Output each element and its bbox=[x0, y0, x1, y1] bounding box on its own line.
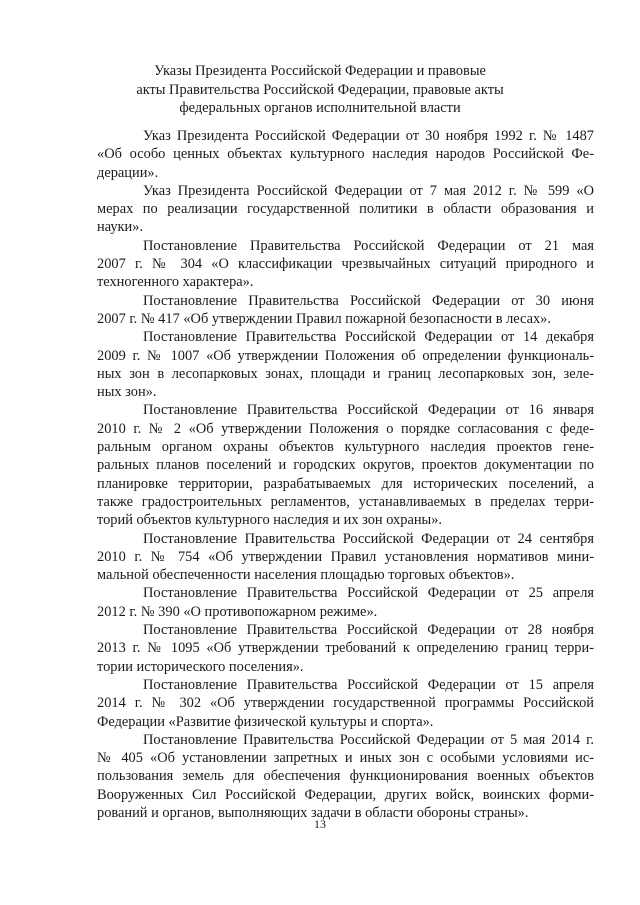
legal-act-paragraph bbox=[97, 182, 594, 237]
legal-act-paragraph bbox=[97, 676, 594, 731]
paragraph-line: дерации». bbox=[97, 164, 159, 181]
paragraph-line: Постановление Правительства Российской Федерации от 24 сентября bbox=[143, 530, 594, 547]
paragraph-line: Федерации «Развитие физической культуры и спорта». bbox=[97, 713, 434, 730]
paragraph-line: 2013 г. № 1095 «Об утверждении требований к определению границ терри- bbox=[97, 640, 594, 657]
paragraph-line: 2010 г. № 2 «Об утверждении Положения о порядке согласования с феде- bbox=[97, 420, 594, 437]
paragraph-line: «Об особо ценных объектах культурного наследия народов Российской Фе- bbox=[97, 146, 594, 163]
legal-act-paragraph bbox=[97, 731, 594, 822]
paragraph-line: также градостроительных регламентов, устанавливаемых в пределах терри- bbox=[97, 493, 594, 510]
paragraph-line: пользования земель для обеспечения функционирования военных объектов bbox=[97, 768, 594, 785]
paragraph-line: Постановление Правительства Российской Федерации от 28 ноября bbox=[143, 622, 594, 639]
paragraph-line: Указ Президента Российской Федерации от 30 ноября 1992 г. № 1487 bbox=[143, 128, 594, 144]
legal-act-paragraph bbox=[97, 127, 594, 182]
paragraph-line: ральных планов поселений и городских округов, проектов документации по bbox=[97, 457, 594, 474]
paragraph-line: ных зон». bbox=[97, 384, 157, 401]
paragraph-line: 2007 г. № 417 «Об утверждении Правил пожарной безопасности в лесах». bbox=[97, 310, 551, 327]
paragraph-line: 2007 г. № 304 «О классификации чрезвычайных ситуаций природного и bbox=[97, 256, 594, 273]
paragraph-line: тории исторического поселения». bbox=[97, 658, 304, 675]
paragraph-line: ральным органом охраны объектов культурного наследия проектов гене- bbox=[97, 439, 594, 456]
paragraph-line: Вооруженных Сил Российской Федерации, других войск, воинских форми- bbox=[97, 786, 594, 803]
section-heading bbox=[100, 62, 540, 118]
document-body bbox=[97, 127, 594, 822]
paragraph-line: 2010 г. № 754 «Об утверждении Правил установления нормативов мини- bbox=[97, 548, 594, 565]
legal-act-paragraph bbox=[97, 237, 594, 292]
paragraph-line: Постановление Правительства Российской Федерации от 14 декабря bbox=[143, 329, 594, 346]
legal-act-paragraph bbox=[97, 401, 594, 529]
paragraph-line: ных зон в лесопарковых зонах, площади и границ лесопарковых зон, зеле- bbox=[97, 365, 594, 382]
paragraph-line: № 405 «Об установлении запретных и иных зон с особыми условиями ис- bbox=[97, 750, 594, 767]
heading-line: федеральных органов исполнительной власти bbox=[179, 100, 461, 116]
legal-act-paragraph bbox=[97, 328, 594, 401]
paragraph-line: мерах по реализации государственной политики в области образования и bbox=[97, 201, 594, 218]
paragraph-line: Постановление Правительства Российской Федерации от 5 мая 2014 г. bbox=[143, 731, 594, 748]
paragraph-line: торий объектов культурного наследия и их зон охраны». bbox=[97, 512, 442, 529]
legal-act-paragraph bbox=[97, 530, 594, 585]
paragraph-line: Постановление Правительства Российской Федерации от 16 января bbox=[143, 402, 594, 419]
paragraph-line: мальной обеспеченности населения площадью торговых объектов». bbox=[97, 567, 515, 584]
page-number: 13 bbox=[314, 817, 326, 831]
heading-line: Указы Президента Российской Федерации и правовые bbox=[154, 63, 486, 79]
legal-act-paragraph bbox=[97, 584, 594, 621]
paragraph-line: науки». bbox=[97, 219, 144, 236]
paragraph-line: Постановление Правительства Российской Федерации от 15 апреля bbox=[143, 676, 594, 693]
paragraph-line: 2014 г. № 302 «Об утверждении государственной программы Российской bbox=[97, 695, 594, 712]
legal-act-paragraph bbox=[97, 292, 594, 329]
paragraph-line: планировке территории, разрабатываемых для исторических поселений, а bbox=[97, 475, 594, 492]
paragraph-line: Постановление Правительства Российской Федерации от 21 мая bbox=[143, 237, 594, 254]
paragraph-line: Постановление Правительства Российской Федерации от 25 апреля bbox=[143, 585, 594, 602]
paragraph-line: 2012 г. № 390 «О противопожарном режиме». bbox=[97, 603, 378, 620]
paragraph-line: рований и органов, выполняющих задачи в области обороны страны». bbox=[97, 804, 529, 821]
paragraph-line: техногенного характера». bbox=[97, 274, 254, 291]
paragraph-line: Указ Президента Российской Федерации от 7 мая 2012 г. № 599 «О bbox=[143, 182, 594, 199]
legal-act-paragraph bbox=[97, 621, 594, 676]
paragraph-line: 2009 г. № 1007 «Об утверждении Положения об определении функциональ- bbox=[97, 347, 594, 364]
heading-line: акты Правительства Российской Федерации, правовые акты bbox=[136, 81, 504, 98]
paragraph-line: Постановление Правительства Российской Федерации от 30 июня bbox=[143, 292, 594, 309]
